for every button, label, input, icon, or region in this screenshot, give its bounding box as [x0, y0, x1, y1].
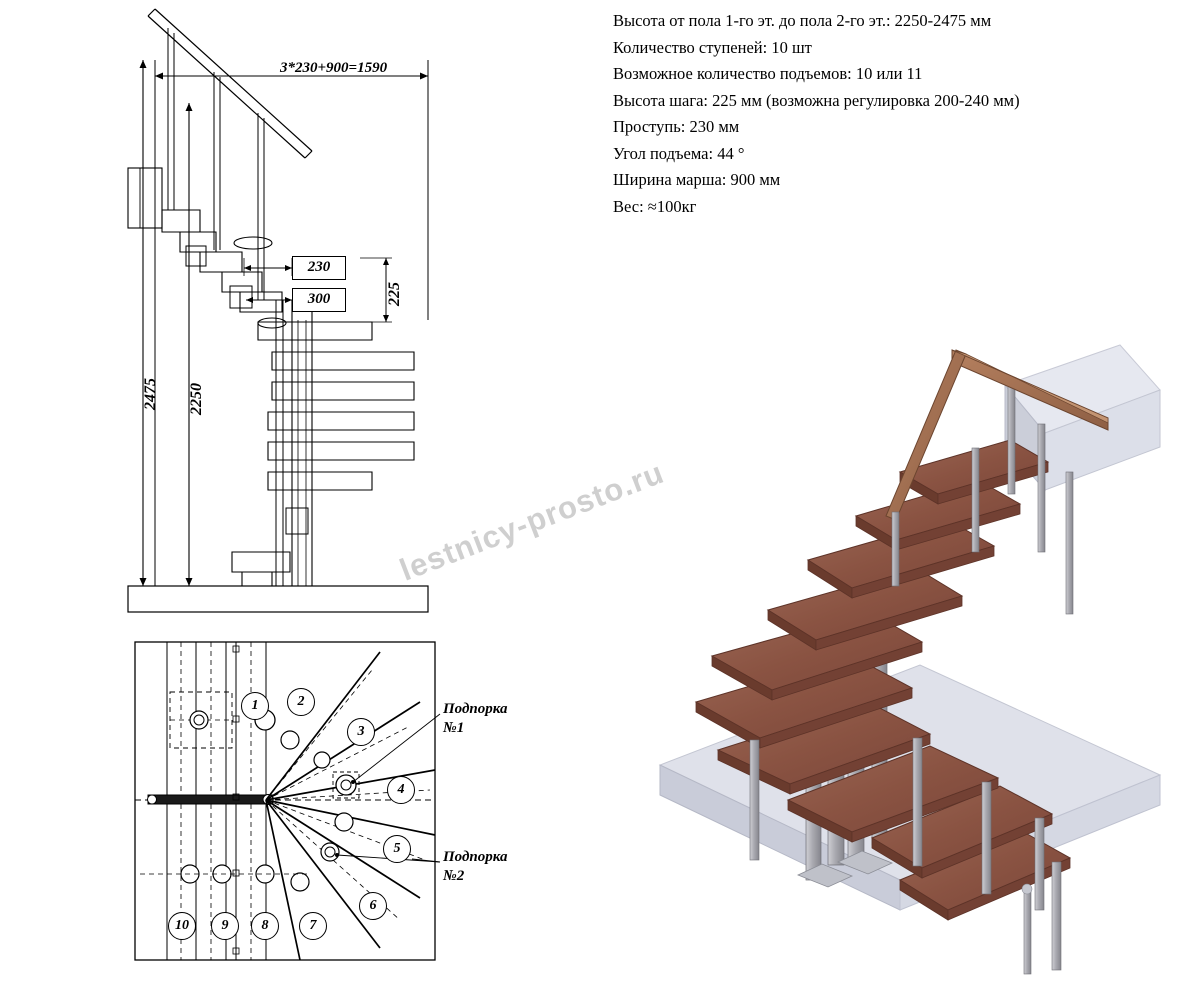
- plan-step-8: 8: [251, 912, 279, 940]
- plan-step-2: 2: [287, 688, 315, 716]
- spec-line-weight: Вес: ≈100кг: [613, 196, 697, 216]
- spec-line-step-count: Количество ступеней: 10 шт: [613, 37, 812, 57]
- spec-line-rise-count: Возможное количество подъемов: 10 или 11: [613, 64, 923, 83]
- plan-step-4: 4: [387, 776, 415, 804]
- plan-step-9: 9: [211, 912, 239, 940]
- dimension-total-height-inner: 2250: [188, 383, 205, 415]
- stair-3d-svg: [600, 190, 1191, 993]
- support-label-1: [443, 700, 507, 738]
- plan-step-7: 7: [299, 912, 327, 940]
- plan-step-6: 6: [359, 892, 387, 920]
- specifications-list: [613, 8, 1173, 220]
- support-label-1-line2: №1: [443, 720, 465, 736]
- elevation-drawing: [0, 0, 600, 625]
- dimension-tread: 230: [292, 256, 346, 280]
- spec-line-height: Высота от пола 1-го эт. до пола 2-го эт.: 2250-2475 мм: [613, 11, 992, 30]
- support-label-1-line1: Подпорка: [443, 701, 508, 717]
- spec-line-step-height: Высота шага: 225 мм (возможна регулировка 200-240 мм): [613, 90, 1020, 110]
- elevation-svg: [0, 0, 600, 625]
- spec-line-width: Ширина марша: 900 мм: [613, 170, 781, 189]
- dimension-total-height-outer: 2475: [142, 378, 159, 410]
- watermark: lestnicy-prosto.ru: [395, 454, 669, 588]
- spec-line-tread: Проступь: 230 мм: [613, 117, 740, 136]
- support-label-2-line1: Подпорка: [443, 849, 508, 865]
- support-label-2: [443, 848, 507, 886]
- plan-step-10: 10: [168, 912, 196, 940]
- spec-line-angle: Угол подъема: 44 °: [613, 143, 745, 163]
- plan-step-1: 1: [241, 692, 269, 720]
- dimension-rise: 225: [386, 282, 403, 306]
- plan-svg: [0, 630, 600, 993]
- plan-drawing: [0, 630, 600, 993]
- stair-3d-render: [600, 190, 1191, 993]
- dimension-run: 300: [292, 288, 346, 312]
- plan-step-5: 5: [383, 835, 411, 863]
- support-label-2-line2: №2: [443, 868, 465, 884]
- plan-step-3: 3: [347, 718, 375, 746]
- dimension-top-run: 3*230+900=1590: [280, 60, 388, 76]
